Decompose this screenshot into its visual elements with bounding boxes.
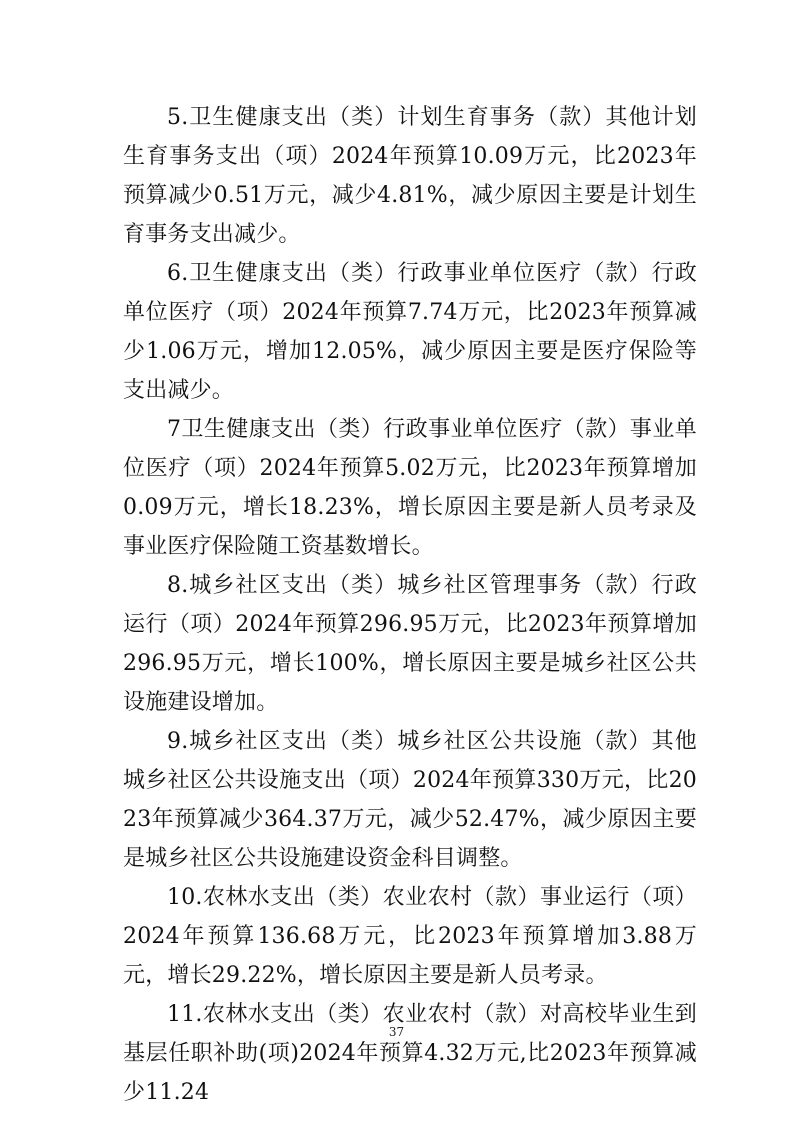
page-number: 37 xyxy=(388,1025,405,1039)
paragraph-7: 7卫生健康支出（类）行政事业单位医疗（款）事业单位医疗（项）2024年预算5.02万元，比2023年预算增加0.09万元，增长18.23%，增长原因主要是新人员考录及事业医疗保险随工资基数增长。 xyxy=(123,417,697,559)
body-text xyxy=(123,98,697,1112)
paragraph-11: 11.农林水支出（类）农业农村（款）对高校毕业生到基层任职补助(项)2024年预算4.32万元,比2023年预算减少11.24 xyxy=(123,1002,697,1105)
paragraph-8: 8.城乡社区支出（类）城乡社区管理事务（款）行政运行（项）2024年预算296.95万元，比2023年预算增加296.95万元，增长100%，增长原因主要是城乡社区公共设施建设增加。 xyxy=(123,573,697,715)
paragraph-6: 6.卫生健康支出（类）行政事业单位医疗（款）行政单位医疗（项）2024年预算7.74万元，比2023年预算减少1.06万元，增加12.05%，减少原因主要是医疗保险等支出减少。 xyxy=(123,261,697,403)
paragraph-9: 9.城乡社区支出（类）城乡社区公共设施（款）其他城乡社区公共设施支出（项）2024年预算330万元，比2023年预算减少364.37万元，减少52.47%，减少原因主要是城乡社区公共设施建设资金科目调整。 xyxy=(123,729,697,871)
paragraph-5: 5.卫生健康支出（类）计划生育事务（款）其他计划生育事务支出（项）2024年预算10.09万元，比2023年预算减少0.51万元，减少4.81%，减少原因主要是计划生育事务支出减少。 xyxy=(123,105,697,247)
paragraph-10: 10.农林水支出（类）农业农村（款）事业运行（项）2024年预算136.68万元，比2023年预算增加3.88万元，增长29.22%，增长原因主要是新人员考录。 xyxy=(123,885,697,988)
